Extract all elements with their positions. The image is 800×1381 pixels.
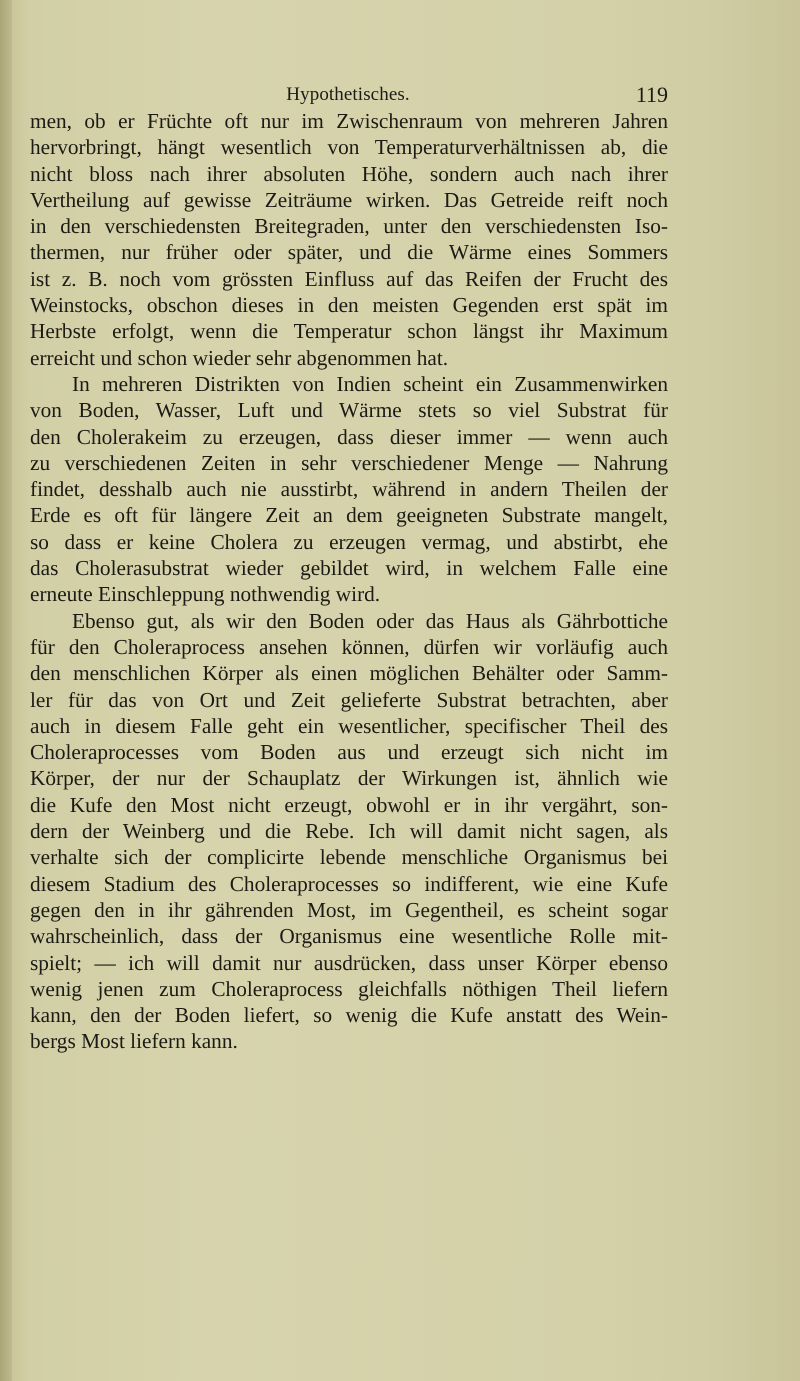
- text-line: für den Choleraprocess ansehen können, dürfen wir vorläufig auch: [30, 634, 668, 659]
- page-header: [28, 82, 668, 108]
- text-line: Körper, der nur der Schauplatz der Wirkungen ist, ähnlich wie: [30, 766, 668, 791]
- text-line: wenig jenen zum Choleraprocess gleichfalls nöthigen Theil liefern: [30, 976, 668, 1001]
- page-binding-edge: [0, 0, 12, 1381]
- text-line: dern der Weinberg und die Rebe. Ich will damit nicht sagen, als: [30, 819, 668, 844]
- text-line: gegen den in ihr gährenden Most, im Gegentheil, es scheint sogar: [30, 897, 668, 922]
- text-line: von Boden, Wasser, Luft und Wärme stets so viel Substrat für: [30, 398, 668, 423]
- text-line: Choleraprocesses vom Boden aus und erzeugt sich nicht im: [30, 740, 668, 765]
- body-text: [30, 108, 668, 1055]
- text-line: hervorbringt, hängt wesentlich von Temperaturverhältnissen ab, die: [30, 135, 668, 160]
- page-number: 119: [635, 82, 668, 107]
- text-line: wahrscheinlich, dass der Organismus eine wesentliche Rolle mit-: [30, 924, 668, 949]
- text-line: erreicht und schon wieder sehr abgenommen hat.: [30, 345, 449, 370]
- text-line: Vertheilung auf gewisse Zeiträume wirken. Das Getreide reift noch: [30, 187, 668, 212]
- text-line: Herbste erfolgt, wenn die Temperatur schon längst ihr Maximum: [30, 319, 668, 344]
- text-line: bergs Most liefern kann.: [30, 1029, 238, 1054]
- text-line: die Kufe den Most nicht erzeugt, obwohl er in ihr vergährt, son-: [30, 792, 668, 817]
- text-line: das Cholerasubstrat wieder gebildet wird, in welchem Falle eine: [30, 556, 668, 581]
- text-line: men, ob er Früchte oft nur im Zwischenraum von mehreren Jahren: [30, 109, 668, 133]
- text-line: spielt; — ich will damit nur ausdrücken, dass unser Körper ebenso: [30, 950, 668, 975]
- text-line: verhalte sich der complicirte lebende menschliche Organismus bei: [30, 845, 668, 870]
- text-line: erneute Einschleppung nothwendig wird.: [30, 582, 381, 607]
- text-line: Ebenso gut, als wir den Boden oder das Haus als Gährbottiche: [72, 608, 668, 633]
- text-line: findet, desshalb auch nie ausstirbt, während in andern Theilen der: [30, 477, 668, 502]
- text-line: den Cholerakeim zu erzeugen, dass dieser immer — wenn auch: [30, 424, 668, 449]
- text-line: Erde es oft für längere Zeit an dem geeigneten Substrate mangelt,: [30, 503, 668, 528]
- text-line: so dass er keine Cholera zu erzeugen vermag, und abstirbt, ehe: [30, 529, 668, 554]
- text-line: In mehreren Distrikten von Indien scheint ein Zusammenwirken: [72, 371, 668, 396]
- running-title: Hypothetisches.: [286, 84, 410, 105]
- text-line: den menschlichen Körper als einen möglichen Behälter oder Samm-: [30, 661, 668, 686]
- text-line: ist z. B. noch vom grössten Einfluss auf das Reifen der Frucht des: [30, 266, 668, 291]
- text-line: diesem Stadium des Choleraprocesses so indifferent, wie eine Kufe: [30, 871, 668, 896]
- text-line: in den verschiedensten Breitegraden, unter den verschiedensten Iso-: [30, 214, 668, 239]
- text-line: ler für das von Ort und Zeit gelieferte Substrat betrachten, aber: [30, 687, 668, 712]
- text-line: kann, den der Boden liefert, so wenig die Kufe anstatt des Wein-: [30, 1003, 668, 1028]
- text-line: nicht bloss nach ihrer absoluten Höhe, sondern auch nach ihrer: [30, 161, 668, 186]
- text-line: Weinstocks, obschon dieses in den meisten Gegenden erst spät im: [30, 293, 668, 318]
- text-line: zu verschiedenen Zeiten in sehr verschiedener Menge — Nahrung: [30, 450, 668, 475]
- text-line: thermen, nur früher oder später, und die Wärme eines Sommers: [30, 240, 668, 265]
- text-line: auch in diesem Falle geht ein wesentlicher, specifischer Theil des: [30, 713, 668, 738]
